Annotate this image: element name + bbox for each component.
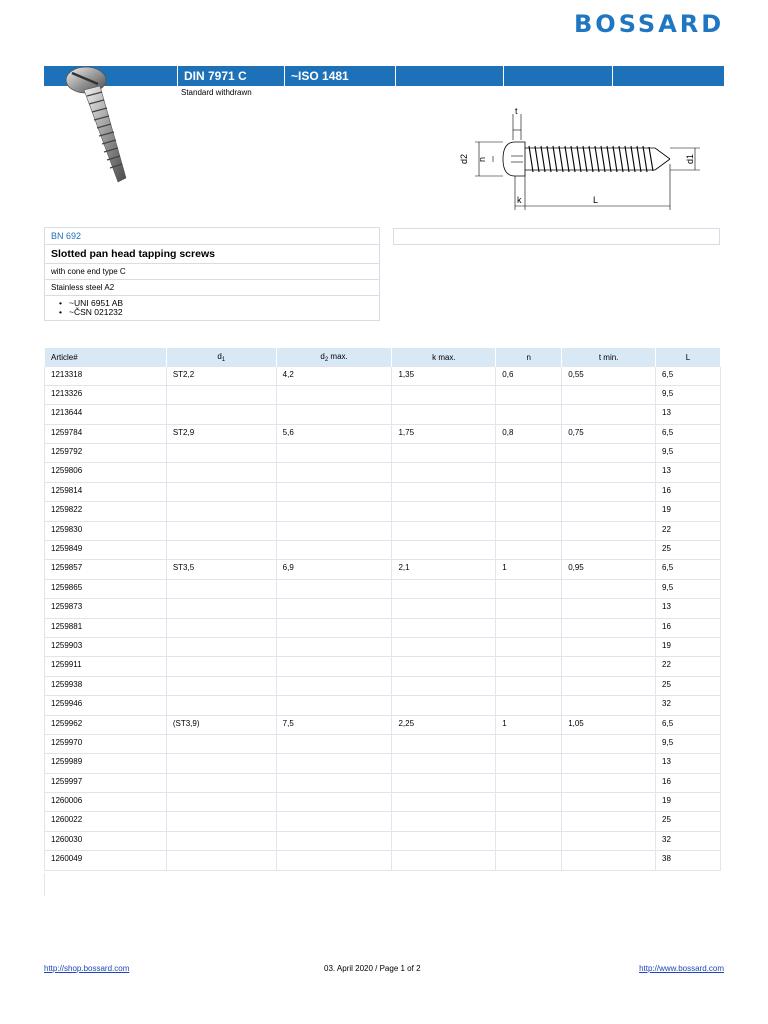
- table-cell: [392, 541, 496, 560]
- table-cell: [562, 754, 656, 773]
- table-cell: [392, 812, 496, 831]
- website-link[interactable]: http://www.bossard.com: [639, 964, 724, 973]
- table-cell: (ST3,9): [166, 715, 276, 734]
- label-k: k: [517, 195, 522, 205]
- table-cell: [496, 502, 562, 521]
- table-cell: [276, 521, 392, 540]
- table-cell: 1: [496, 560, 562, 579]
- table-cell: 2,25: [392, 715, 496, 734]
- table-cell: 6,5: [656, 715, 721, 734]
- label-n: n: [477, 156, 487, 162]
- header-empty-cell-3: [612, 66, 724, 86]
- table-cell: [276, 696, 392, 715]
- header-n: n: [496, 348, 562, 366]
- table-cell: [166, 696, 276, 715]
- table-cell: [166, 851, 276, 870]
- screw-product-image: [58, 60, 158, 190]
- table-cell: 13: [656, 405, 721, 424]
- table-cell: 19: [656, 637, 721, 656]
- table-cell: [392, 618, 496, 637]
- table-cell: [276, 579, 392, 598]
- table-cell: 4,2: [276, 366, 392, 385]
- list-item: • ~ČSN 021232: [59, 307, 123, 317]
- table-row: [45, 696, 721, 715]
- table-cell: [496, 657, 562, 676]
- table-cell: [392, 521, 496, 540]
- table-cell: 9,5: [656, 444, 721, 463]
- table-cell: [392, 657, 496, 676]
- table-cell: 22: [656, 657, 721, 676]
- table-cell: [276, 405, 392, 424]
- table-cell: 1260030: [45, 831, 167, 850]
- table-cell: [562, 444, 656, 463]
- table-cell: 1259962: [45, 715, 167, 734]
- table-cell: 1259946: [45, 696, 167, 715]
- table-cell: 1213326: [45, 385, 167, 404]
- table-cell: [276, 812, 392, 831]
- header-l: L: [656, 348, 721, 366]
- table-cell: 1259911: [45, 657, 167, 676]
- table-cell: 1259857: [45, 560, 167, 579]
- table-cell: 25: [656, 812, 721, 831]
- table-cell: [496, 579, 562, 598]
- table-row: [45, 366, 721, 385]
- table-cell: [276, 482, 392, 501]
- table-cell: [166, 541, 276, 560]
- shop-link[interactable]: http://shop.bossard.com: [44, 964, 130, 973]
- table-cell: [166, 831, 276, 850]
- table-cell: [166, 657, 276, 676]
- table-row: [45, 424, 721, 443]
- table-cell: 25: [656, 541, 721, 560]
- table-cell: 1259792: [45, 444, 167, 463]
- table-cell: [392, 851, 496, 870]
- table-cell: 1,05: [562, 715, 656, 734]
- table-cell: [392, 599, 496, 618]
- table-cell: [276, 444, 392, 463]
- table-cell: 0,75: [562, 424, 656, 443]
- table-cell: 13: [656, 463, 721, 482]
- table-cell: [166, 444, 276, 463]
- table-cell: [276, 657, 392, 676]
- table-cell: 25: [656, 676, 721, 695]
- table-cell: [166, 385, 276, 404]
- table-cell: [166, 754, 276, 773]
- table-cell: [166, 618, 276, 637]
- table-row: [45, 734, 721, 753]
- table-cell: [276, 793, 392, 812]
- table-row: [45, 657, 721, 676]
- table-cell: [496, 851, 562, 870]
- table-cell: 1259784: [45, 424, 167, 443]
- table-cell: 1260022: [45, 812, 167, 831]
- table-cell: [392, 773, 496, 792]
- table-cell: 22: [656, 521, 721, 540]
- header-article: Article#: [45, 348, 167, 366]
- label-d1: d1: [685, 153, 695, 164]
- table-cell: 1259830: [45, 521, 167, 540]
- table-cell: ST2,9: [166, 424, 276, 443]
- table-row: [45, 773, 721, 792]
- table-row: [45, 618, 721, 637]
- table-cell: 16: [656, 618, 721, 637]
- table-cell: [166, 734, 276, 753]
- table-cell: 1259989: [45, 754, 167, 773]
- table-cell: [166, 521, 276, 540]
- table-cell: 0,6: [496, 366, 562, 385]
- table-cell: [562, 812, 656, 831]
- table-cell: [496, 482, 562, 501]
- table-cell: [392, 637, 496, 656]
- table-row: [45, 754, 721, 773]
- table-cell: [392, 385, 496, 404]
- standard-din-cell: DIN 7971 C: [177, 66, 284, 86]
- table-cell: 1259970: [45, 734, 167, 753]
- table-cell: [276, 599, 392, 618]
- table-cell: [392, 831, 496, 850]
- table-cell: [496, 599, 562, 618]
- table-cell: 1259865: [45, 579, 167, 598]
- table-cell: 1,75: [392, 424, 496, 443]
- table-cell: [496, 773, 562, 792]
- table-cell: 19: [656, 793, 721, 812]
- table-cell: 38: [656, 851, 721, 870]
- table-cell: [392, 579, 496, 598]
- table-cell: [562, 773, 656, 792]
- table-cell: [166, 502, 276, 521]
- table-cell: [166, 463, 276, 482]
- table-bottom-edge: [44, 873, 45, 896]
- table-cell: ST3,5: [166, 560, 276, 579]
- table-row: [45, 405, 721, 424]
- table-cell: 9,5: [656, 579, 721, 598]
- table-header-row: [45, 348, 721, 366]
- table-cell: 6,5: [656, 366, 721, 385]
- table-cell: 1259881: [45, 618, 167, 637]
- table-cell: 1213644: [45, 405, 167, 424]
- table-row: [45, 851, 721, 870]
- table-cell: [562, 385, 656, 404]
- table-cell: [496, 812, 562, 831]
- table-cell: [496, 676, 562, 695]
- table-cell: [562, 599, 656, 618]
- table-cell: [166, 599, 276, 618]
- empty-info-box: [393, 228, 720, 245]
- product-title: Slotted pan head tapping screws: [45, 245, 379, 264]
- table-cell: [392, 696, 496, 715]
- table-cell: 1259814: [45, 482, 167, 501]
- table-cell: [276, 385, 392, 404]
- header-d2-max: $d_2$ max.: [276, 348, 392, 366]
- table-cell: 13: [656, 754, 721, 773]
- table-cell: [392, 463, 496, 482]
- table-cell: [562, 657, 656, 676]
- standard-status: Standard withdrawn: [181, 88, 252, 97]
- product-description: with cone end type C: [45, 264, 379, 280]
- table-row: [45, 444, 721, 463]
- table-cell: [496, 734, 562, 753]
- product-code: BN 692: [45, 228, 379, 245]
- table-cell: [392, 754, 496, 773]
- table-cell: [496, 696, 562, 715]
- table-row: [45, 560, 721, 579]
- technical-drawing: [455, 104, 705, 214]
- table-cell: 13: [656, 599, 721, 618]
- table-cell: [496, 405, 562, 424]
- table-cell: [166, 579, 276, 598]
- table-cell: [496, 754, 562, 773]
- table-cell: [166, 793, 276, 812]
- header-empty-cell-2: [503, 66, 612, 86]
- table-cell: [166, 637, 276, 656]
- table-cell: [562, 676, 656, 695]
- table-cell: [562, 831, 656, 850]
- label-L: L: [593, 195, 599, 205]
- table-cell: [562, 541, 656, 560]
- table-cell: [496, 618, 562, 637]
- table-cell: 6,5: [656, 424, 721, 443]
- table-cell: [276, 851, 392, 870]
- table-cell: [562, 463, 656, 482]
- table-cell: 6,9: [276, 560, 392, 579]
- table-cell: [166, 405, 276, 424]
- header-d1: $d_1$: [166, 348, 276, 366]
- bossard-logo: BOSSARD: [574, 10, 725, 38]
- table-cell: [496, 463, 562, 482]
- table-cell: 32: [656, 831, 721, 850]
- list-item: • ~UNI 6951 AB: [59, 298, 124, 308]
- table-row: [45, 812, 721, 831]
- table-cell: 0,8: [496, 424, 562, 443]
- table-row: [45, 579, 721, 598]
- table-cell: [562, 521, 656, 540]
- table-row: [45, 793, 721, 812]
- table-cell: 6,5: [656, 560, 721, 579]
- table-cell: [276, 754, 392, 773]
- table-cell: 9,5: [656, 385, 721, 404]
- table-row: [45, 599, 721, 618]
- table-cell: [276, 637, 392, 656]
- table-cell: [496, 831, 562, 850]
- table-cell: [496, 521, 562, 540]
- table-cell: 1259873: [45, 599, 167, 618]
- header-t-min: t min.: [562, 348, 656, 366]
- table-cell: 1259997: [45, 773, 167, 792]
- table-cell: [496, 385, 562, 404]
- table-cell: [276, 734, 392, 753]
- label-t: t: [515, 106, 518, 116]
- table-cell: [562, 793, 656, 812]
- table-cell: 1: [496, 715, 562, 734]
- table-row: [45, 502, 721, 521]
- table-cell: [276, 831, 392, 850]
- page-date: 03. April 2020 / Page 1 of 2: [324, 964, 421, 973]
- table-row: [45, 482, 721, 501]
- table-cell: [166, 773, 276, 792]
- table-cell: 9,5: [656, 734, 721, 753]
- table-cell: [562, 696, 656, 715]
- table-row: [45, 676, 721, 695]
- header-k-max: k max.: [392, 348, 496, 366]
- table-cell: 32: [656, 696, 721, 715]
- table-cell: [496, 793, 562, 812]
- table-cell: [392, 502, 496, 521]
- table-row: [45, 831, 721, 850]
- table-cell: 2,1: [392, 560, 496, 579]
- table-cell: 1259903: [45, 637, 167, 656]
- table-cell: ST2,2: [166, 366, 276, 385]
- table-cell: 16: [656, 482, 721, 501]
- table-cell: 1,35: [392, 366, 496, 385]
- table-cell: [392, 444, 496, 463]
- table-cell: [562, 482, 656, 501]
- table-cell: 0,55: [562, 366, 656, 385]
- table-cell: [392, 482, 496, 501]
- table-cell: 0,95: [562, 560, 656, 579]
- table-cell: [166, 812, 276, 831]
- table-cell: [562, 734, 656, 753]
- table-cell: [276, 502, 392, 521]
- table-cell: [392, 734, 496, 753]
- table-row: [45, 541, 721, 560]
- related-standards-list: [51, 299, 373, 317]
- table-cell: 1260006: [45, 793, 167, 812]
- table-cell: 1259938: [45, 676, 167, 695]
- table-cell: [276, 618, 392, 637]
- table-cell: 1259806: [45, 463, 167, 482]
- table-cell: [562, 579, 656, 598]
- table-cell: 1213318: [45, 366, 167, 385]
- table-row: [45, 715, 721, 734]
- table-cell: [276, 773, 392, 792]
- table-cell: [166, 676, 276, 695]
- table-cell: [562, 851, 656, 870]
- table-cell: 1260049: [45, 851, 167, 870]
- table-cell: [276, 541, 392, 560]
- table-cell: [562, 637, 656, 656]
- table-cell: [276, 463, 392, 482]
- label-d2: d2: [459, 153, 469, 164]
- table-cell: [392, 676, 496, 695]
- standard-iso-cell: ~ISO 1481: [284, 66, 395, 86]
- table-cell: 7,5: [276, 715, 392, 734]
- table-cell: [562, 405, 656, 424]
- table-cell: 16: [656, 773, 721, 792]
- table-cell: [496, 444, 562, 463]
- table-row: [45, 463, 721, 482]
- table-cell: [496, 541, 562, 560]
- table-cell: [562, 502, 656, 521]
- table-row: [45, 385, 721, 404]
- table-cell: 19: [656, 502, 721, 521]
- table-cell: [562, 618, 656, 637]
- table-cell: [392, 405, 496, 424]
- product-info-box: [44, 227, 380, 321]
- table-cell: 1259849: [45, 541, 167, 560]
- table-cell: [276, 676, 392, 695]
- table-cell: [166, 482, 276, 501]
- table-row: [45, 637, 721, 656]
- table-cell: 1259822: [45, 502, 167, 521]
- table-cell: [392, 793, 496, 812]
- table-cell: 5,6: [276, 424, 392, 443]
- table-cell: [496, 637, 562, 656]
- header-empty-cell-1: [395, 66, 503, 86]
- article-table: [44, 348, 721, 871]
- table-row: [45, 521, 721, 540]
- product-material: Stainless steel A2: [45, 280, 379, 296]
